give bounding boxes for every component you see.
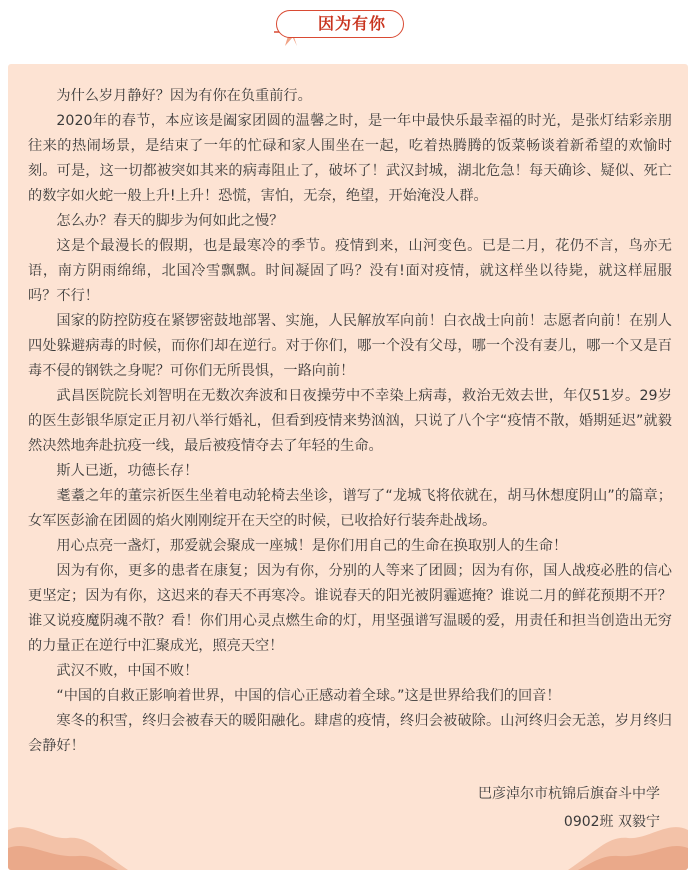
paragraph: 这是个最漫长的假期，也是最寒冷的季节。疫情到来，山河变色。已是二月，花仍不言，鸟亦无语，南方阴雨绵绵，北国冷雪飘飘。时间凝固了吗？没有!面对疫情，就这样坐以待毙，就这样屈服吗？不行！	[28, 238, 672, 304]
wave-decoration-icon	[8, 800, 128, 870]
paragraph: 武昌医院院长刘智明在无数次奔波和日夜操劳中不幸染上病毒，救治无效去世，年仅51岁。29岁的医生彭银华原定正月初八举行婚礼，但看到疫情来势汹汹，只说了八个字“疫情不散，婚期延迟”就毅然决然地奔赴抗疫一线，最后被疫情夺去了年轻的生命。	[28, 388, 672, 454]
article-body	[28, 84, 672, 759]
title-banner	[0, 0, 696, 52]
signature-author: 0902班 双毅宁	[563, 814, 660, 830]
paragraph: 寒冬的积雪，终归会被春天的暖阳融化。肆虐的疫情，终归会被破除。山河终归会无恙，岁月终归会静好！	[28, 713, 672, 754]
paragraph: 用心点亮一盏灯，那爱就会聚成一座城！是你们用自己的生命在换取别人的生命！	[56, 538, 568, 554]
paragraph: 为什么岁月静好？因为有你在负重前行。	[56, 88, 312, 104]
paragraph: 国家的防控防疫在紧锣密鼓地部署、实施，人民解放军向前！白衣战士向前！志愿者向前！在别人四处躲避病毒的时候，而你们却在逆行。对于你们，哪一个没有父母，哪一个没有妻儿，哪一个又是百毒不侵的钢铁之身呢？可你们无所畏惧，一路向前！	[28, 313, 672, 379]
paragraph: 怎么办？春天的脚步为何如此之慢？	[56, 213, 284, 229]
paragraph: 武汉不败，中国不败！	[56, 663, 199, 679]
wave-decoration-icon	[568, 800, 688, 870]
paragraph: 2020年的春节，本应该是阖家团圆的温馨之时，是一年中最快乐最幸福的时光，是张灯结彩亲朋往来的热闹场景，是结束了一年的忙碌和家人围坐在一起，吃着热腾腾的饭菜畅谈着新希望的欢愉时刻。可是，这一切都被突如其来的病毒阻止了，破坏了！武汉封城，湖北危急！每天确诊、疑似、死亡的数字如火蛇一般上升!上升！恐慌，害怕，无奈，绝望，开始淹没人群。	[28, 113, 672, 204]
paragraph: 耄耋之年的董宗祈医生坐着电动轮椅去坐诊，谱写了“龙城飞将依就在，胡马休想度阴山”的篇章；女军医彭渝在团圆的焰火刚刚绽开在天空的时候，已收拾好行装奔赴战场。	[28, 488, 672, 529]
paragraph: 因为有你，更多的患者在康复；因为有你，分别的人等来了团圆；因为有你，国人战疫必胜的信心更坚定；因为有你，这迟来的春天不再寒冷。谁说春天的阳光被阴霾遮掩？谁说二月的鲜花预期不开？谁又说疫魔阴魂不散？看！你们用心灵点燃生命的灯，用坚强谱写温暖的爱，用责任和担当创造出无穷的力量正在逆行中汇聚成光，照亮天空！	[28, 563, 672, 654]
page-title: 因为有你	[318, 14, 387, 33]
paragraph: 斯人已逝，功德长存！	[56, 463, 199, 479]
signature-school: 巴彦淖尔市杭锦后旗奋斗中学	[478, 786, 660, 802]
paragraph: “中国的自救正影响着世界，中国的信心正感动着全球。”这是世界给我们的回音！	[56, 688, 561, 704]
article-card	[8, 64, 688, 870]
